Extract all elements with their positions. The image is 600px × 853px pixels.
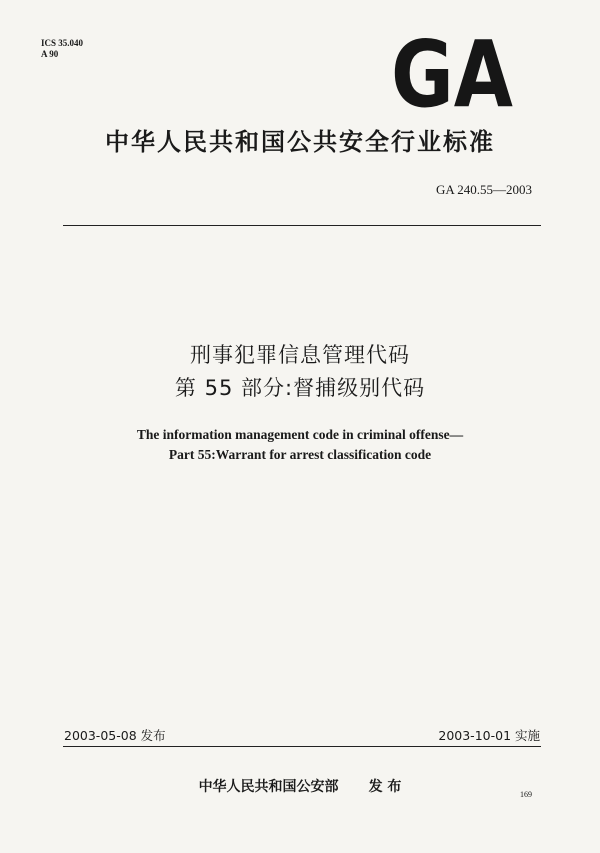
chinese-title-line-2: 第 55 部分:督捕级别代码 — [174, 376, 426, 400]
issue-date: 2003-05-08 发布 — [64, 728, 166, 743]
top-divider — [63, 225, 541, 226]
ics-code: ICS 35.040 — [41, 38, 84, 48]
ga-logo — [390, 21, 515, 128]
page-number: 169 — [520, 790, 532, 799]
publisher-line — [0, 776, 600, 796]
standard-number: GA 240.55—2003 — [435, 182, 532, 197]
english-title-line-2: Part 55:Warrant for arrest classification code — [168, 447, 432, 462]
implementation-date: 2003-10-01 实施 — [438, 728, 540, 743]
standard-category-title: 中华人民共和国公共安全行业标准 — [105, 128, 495, 156]
english-title-line-1: The information management code in criminal offense— — [136, 427, 464, 442]
publisher-action: 发 布 — [368, 779, 402, 795]
publisher-name: 中华人民共和国公安部 — [198, 779, 339, 795]
ga-logo-text: GA — [391, 21, 513, 128]
bottom-divider — [63, 746, 541, 747]
chinese-title-line-1: 刑事犯罪信息管理代码 — [190, 343, 410, 367]
classification-block — [41, 38, 83, 60]
ccs-code: A 90 — [41, 49, 59, 59]
